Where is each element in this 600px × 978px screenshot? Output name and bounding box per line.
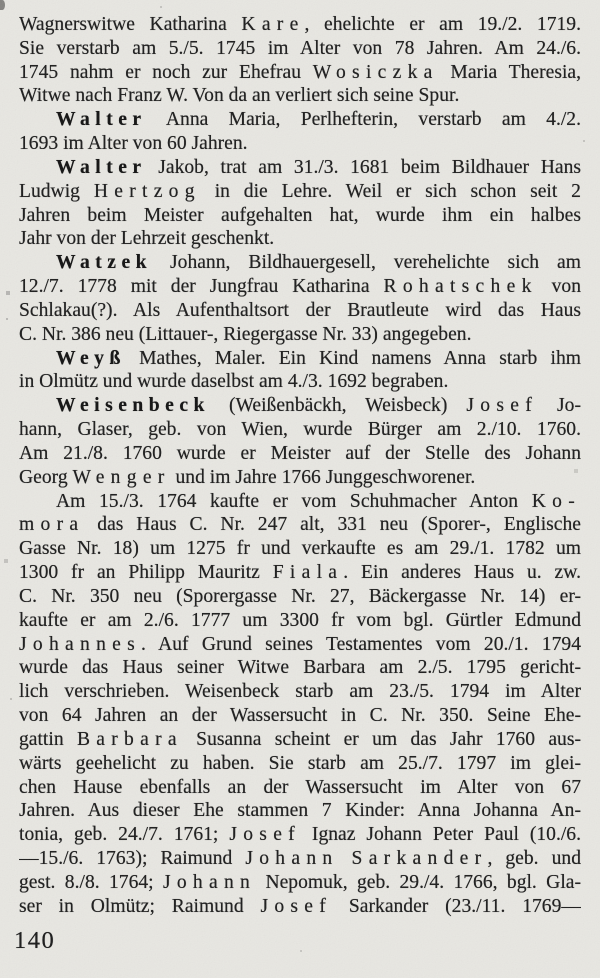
text-run: Georg: [19, 466, 73, 488]
paragraph: [19, 394, 581, 489]
spaced-name: mora: [19, 514, 85, 536]
text-run: tonia, geb. 24./7. 1761;: [19, 824, 230, 846]
spaced-name: Rohatschek: [383, 276, 538, 298]
text-line: [19, 609, 581, 633]
text-line: [19, 13, 581, 37]
paragraph: [19, 251, 581, 346]
text-line: [19, 799, 581, 823]
text-run: und im Jahre 1766 Junggeschworener.: [170, 466, 476, 488]
text-run: Anna Maria, Perlhefterin, verstarb am 4./2.: [146, 109, 581, 131]
text-run: Sarkander (23./11. 1769—: [332, 895, 581, 917]
text-run: Maria Theresia,: [438, 61, 581, 83]
spaced-name: Josef: [260, 895, 333, 917]
text-run: chen Hause ebenfalls an der Wassersucht im Alter von 67: [19, 776, 581, 798]
text-line: [19, 871, 581, 895]
text-run: Sie verstarb am 5./5. 1745 im Alter von 78 Jahren. Am 24./6.: [19, 37, 581, 59]
text-run: Ignaz Johann Peter Paul (10./6.: [300, 824, 581, 846]
entry-headword: Weisenbeck: [56, 395, 210, 417]
text-run: . Ein anderes Haus u. zw.: [343, 562, 581, 584]
spaced-name: Barbara: [76, 728, 183, 750]
text-run: von: [537, 276, 581, 298]
text-run: gattin: [19, 728, 77, 750]
text-run: . Auf Grund seines Testamentes vom 20./1. 1794: [141, 633, 581, 655]
spaced-name: Wenger: [72, 466, 171, 488]
text-run: Ludwig: [19, 180, 94, 202]
text-run: 1693 im Alter von 60 Jahren.: [19, 133, 248, 155]
page-number: 140: [14, 927, 56, 954]
text-run: von 64 Jahren an der Wassersucht in C. Nr. 350. Seine Ehe-: [19, 705, 581, 727]
text-run: Gasse Nr. 18) um 1275 fr und verkaufte es am 29./1. 1782 um: [19, 538, 581, 560]
text-run: kaufte er am 2./6. 1777 um 3300 fr vom bgl. Gürtler Edmund: [19, 609, 581, 631]
text-line: [19, 537, 581, 561]
text-line: [19, 466, 581, 490]
text-run: C. Nr. 350 neu (Sporergasse Nr. 27, Bäckergasse Nr. 14) er-: [19, 585, 581, 607]
text-line: [19, 418, 581, 442]
text-run: in Olmütz und wurde daselbst am 4./3. 1692 begraben.: [19, 371, 449, 393]
page-text: [19, 13, 581, 918]
text-run: (Weißenbäckh, Weisbeck): [209, 395, 467, 417]
text-line: [19, 347, 581, 371]
text-line: [19, 633, 581, 657]
text-run: Jakob, trat am 31./3. 1681 beim Bildhauer Hans: [146, 156, 581, 178]
spaced-name: Fiala: [272, 562, 344, 584]
text-line: [19, 251, 581, 275]
text-line: [19, 323, 581, 347]
paragraph: [19, 156, 581, 251]
text-line: [19, 752, 581, 776]
text-line: [19, 156, 581, 180]
text-run: das Haus C. Nr. 247 alt, 331 neu (Sporer-, Englische: [84, 514, 581, 536]
paragraph: [19, 347, 581, 395]
paragraph: [19, 108, 581, 156]
spaced-name: Johann: [245, 847, 339, 869]
spaced-name: Josef: [229, 824, 301, 846]
entry-headword: Walter: [56, 109, 147, 131]
paragraph: [19, 13, 581, 108]
text-run: Schlakau(?). Als Aufenthaltsort der Brautleute wird das Haus: [19, 299, 581, 321]
text-run: Susanna scheint er um das Jahr 1760 aus-: [182, 728, 581, 750]
text-line: [19, 895, 581, 919]
text-run: Am 15./3. 1764 kaufte er vom Schuhmacher Anton: [56, 490, 532, 512]
text-run: gest. 8./8. 1764;: [19, 871, 163, 893]
spaced-name: Josef: [466, 395, 539, 417]
text-run: , ehelichte er am 19./2. 1719.: [304, 14, 581, 35]
text-line: [19, 394, 581, 418]
text-line: [19, 204, 581, 228]
text-line: [19, 513, 581, 537]
text-run: 12./7. 1778 mit der Jungfrau Katharina: [19, 276, 384, 298]
spaced-name: Kare: [241, 14, 305, 35]
text-run: Nepomuk, geb. 29./4. 1766, bgl. Gla-: [256, 871, 581, 893]
text-run: Mathes, Maler. Ein Kind namens Anna starb ihm: [125, 347, 581, 369]
text-run: Jahren. Aus dieser Ehe stammen 7 Kinder: Anna Johanna An-: [19, 800, 581, 822]
text-run: —15./6. 1763); Raimund: [19, 847, 246, 869]
text-run: wurde das Haus seiner Witwe Barbara am 2./5. 1795 gericht-: [19, 657, 581, 679]
spaced-name: Hertzog: [93, 180, 201, 202]
text-line: [19, 680, 581, 704]
text-run: , geb. und: [487, 847, 581, 869]
text-run: hann, Glaser, geb. von Wien, wurde Bürger am 2./10. 1760.: [19, 419, 581, 441]
text-run: lich verschrieben. Weisenbeck starb am 23./5. 1794 im Alter: [19, 681, 581, 703]
spaced-name: Johann: [162, 871, 257, 893]
paragraph: [19, 490, 581, 919]
text-line: [19, 108, 581, 132]
text-run: [339, 848, 352, 869]
text-run: C. Nr. 386 neu (Littauer-, Riegergasse Nr. 33) angegeben.: [19, 323, 472, 345]
text-run: Jahren beim Meister aufgehalten hat, wurde ihm ein halbes: [19, 204, 581, 226]
text-line: [19, 561, 581, 585]
text-line: [19, 61, 581, 85]
text-run: ser in Olmütz; Raimund: [19, 895, 261, 917]
text-line: [19, 180, 581, 204]
text-line: [19, 442, 581, 466]
text-line: [19, 84, 581, 108]
text-line: [19, 227, 581, 251]
text-line: [19, 776, 581, 800]
spaced-name: Johannes: [19, 633, 142, 655]
text-run: Johann, Bildhauergesell, verehelichte sich am: [152, 252, 581, 274]
spaced-name: Ko-: [531, 490, 581, 512]
text-run: 1745 nahm er noch zur Ehefrau: [19, 61, 313, 83]
text-line: [19, 490, 581, 514]
text-run: Witwe nach Franz W. Von da an verliert sich seine Spur.: [19, 85, 460, 107]
text-line: [19, 656, 581, 680]
spaced-name: Wosiczka: [312, 61, 439, 83]
text-run: 1300 fr an Philipp Mauritz: [19, 562, 273, 584]
text-line: [19, 823, 581, 847]
text-run: wärts geehelicht zu haben. Sie starb am 25./7. 1797 im glei-: [19, 752, 581, 774]
text-run: Jahr von der Lehrzeit geschenkt.: [19, 228, 275, 250]
entry-headword: Watzek: [56, 252, 153, 274]
text-line: [19, 847, 581, 871]
text-line: [19, 585, 581, 609]
entry-headword: Weyß: [56, 347, 126, 369]
scan-artifact-corner: [0, 0, 5, 10]
text-line: [19, 370, 581, 394]
text-line: [19, 728, 581, 752]
text-run: Jo-: [538, 395, 581, 417]
text-line: [19, 132, 581, 156]
text-line: [19, 704, 581, 728]
text-run: Wagnerswitwe Katharina: [19, 14, 242, 35]
entry-headword: Walter: [56, 156, 147, 178]
text-line: [19, 37, 581, 61]
text-line: [19, 275, 581, 299]
spaced-name: Sarkander: [351, 847, 488, 869]
text-run: in die Lehre. Weil er sich schon seit 2: [200, 180, 581, 202]
text-line: [19, 299, 581, 323]
text-run: Am 21./8. 1760 wurde er Meister auf der Stelle des Johann: [19, 442, 581, 464]
